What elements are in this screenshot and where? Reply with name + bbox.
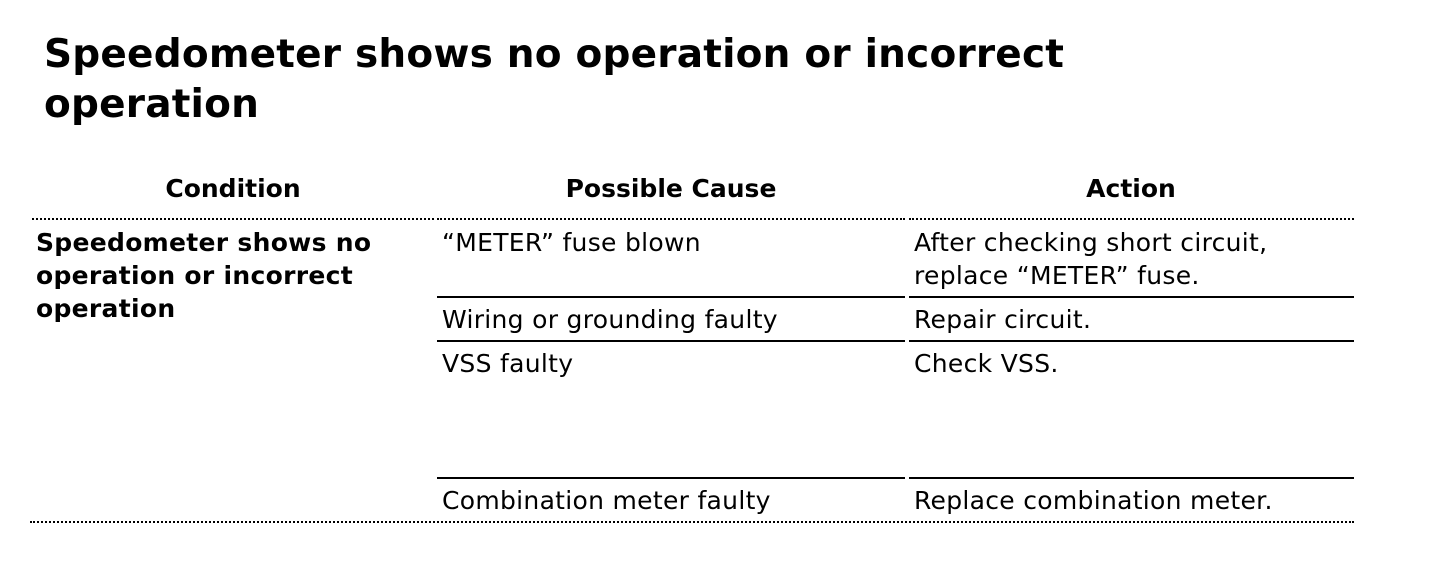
cause-cell: VSS faulty — [442, 349, 574, 378]
action-cell: Replace combination meter. — [914, 486, 1273, 515]
row-divider — [909, 477, 1354, 479]
cause-cell: Combination meter faulty — [442, 486, 771, 515]
action-cell: After checking short circuit, replace “METER” fuse. — [914, 228, 1268, 290]
header-rule — [437, 218, 905, 220]
header-rule — [32, 218, 434, 220]
condition-cell: Speedometer shows no operation or incorrect operation — [36, 228, 372, 323]
header-condition: Condition — [165, 174, 301, 203]
header-action: Action — [1086, 174, 1176, 203]
action-cell: Check VSS. — [914, 349, 1059, 378]
header-rule — [909, 218, 1354, 220]
table-bottom-rule — [30, 521, 1354, 523]
row-divider — [437, 477, 905, 479]
page-title: Speedometer shows no operation or incorrect operation — [44, 32, 1065, 127]
action-cell: Repair circuit. — [914, 305, 1092, 334]
cause-cell: “METER” fuse blown — [442, 228, 701, 257]
row-divider — [437, 340, 905, 342]
row-divider — [909, 296, 1354, 298]
row-divider — [909, 340, 1354, 342]
cause-cell: Wiring or grounding faulty — [442, 305, 778, 334]
header-possible-cause: Possible Cause — [565, 174, 777, 203]
row-divider — [437, 296, 905, 298]
